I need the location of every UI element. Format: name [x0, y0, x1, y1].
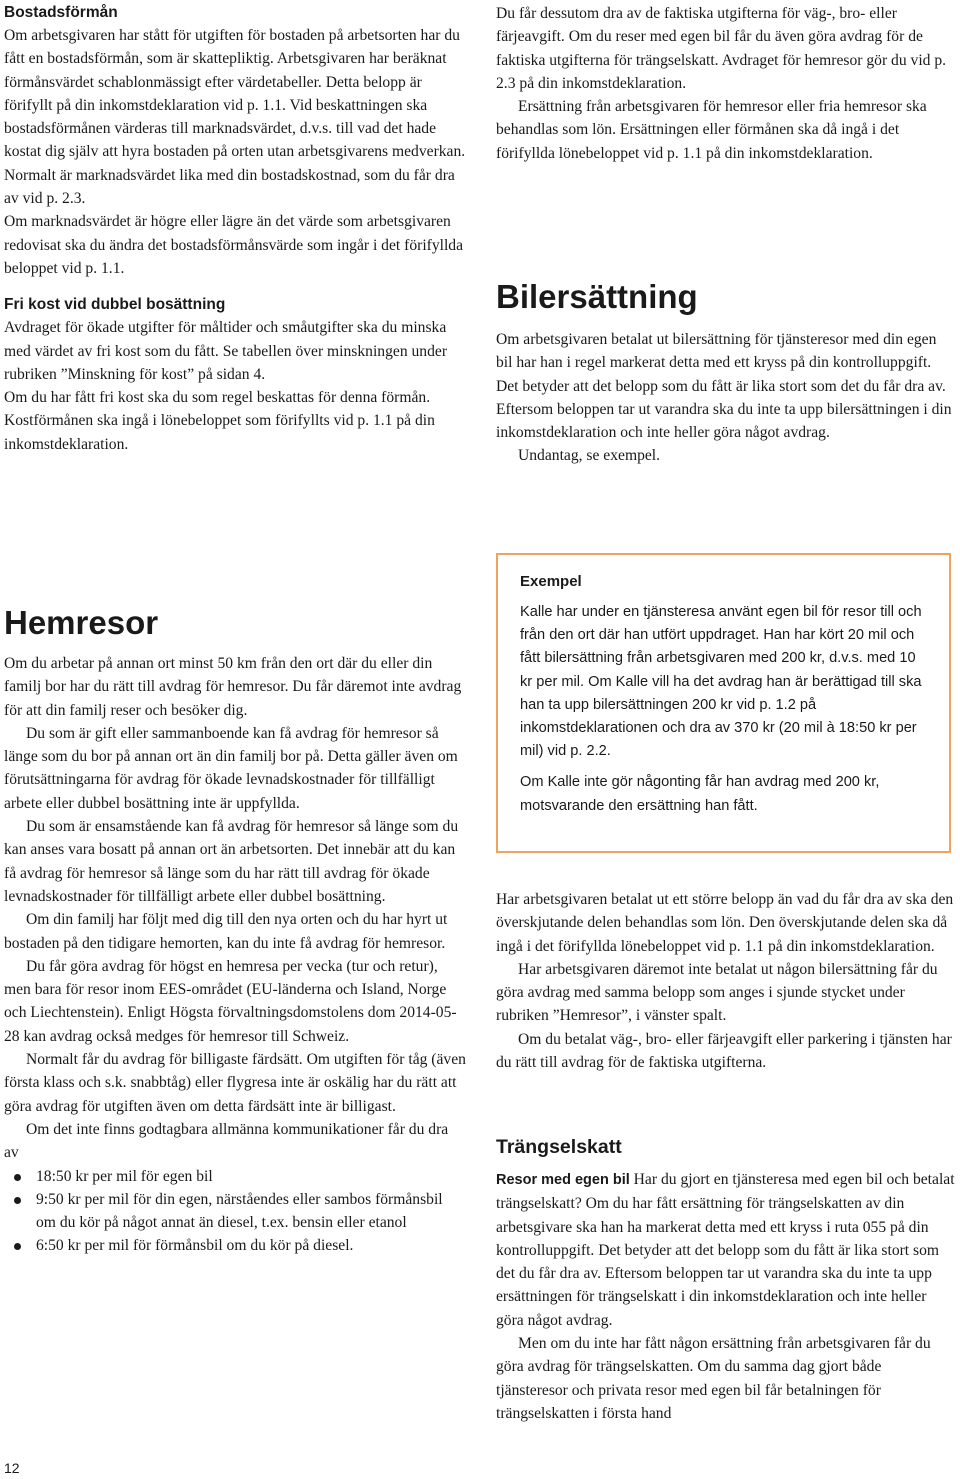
- heading-hemresor: Hemresor: [4, 604, 159, 641]
- example-paragraph: Om Kalle inte gör någonting får han avdrag med 200 kr, motsvarande den ersättning han fått.: [520, 774, 880, 814]
- paragraph: Om marknadsvärdet är högre eller lägre än det värde som arbetsgivaren redovisat ska du ändra det bostadsförmånsvärde som ingår i det förifyllda beloppet vid p. 1.1.: [4, 213, 464, 277]
- paragraph: [496, 1168, 956, 1332]
- list-item: 18:50 kr per mil för egen bil: [4, 1165, 466, 1188]
- list-item: 6:50 kr per mil för förmånsbil om du kör på diesel.: [4, 1234, 466, 1257]
- right-column-top: [496, 2, 956, 165]
- heading-bilersattning: Bilersättning: [496, 278, 698, 315]
- paragraph: Om du har fått fri kost ska du som regel beskattas för denna förmån. Kostförmånen ska ingå i lönebeloppet som förifyllts vid p. 1.1 på din inkomstdeklaration.: [4, 389, 435, 453]
- paragraph: Om du arbetar på annan ort minst 50 km från den ort där du eller din familj bor har du rätt till avdrag för hemresor. Du får däremot inte avdrag för att din familj reser och besöker dig.: [4, 655, 462, 719]
- heading-bostadsforman: Bostadsförmån: [4, 4, 118, 21]
- paragraph: Om du betalat väg-, bro- eller färjeavgift eller parkering i tjänsten har du rätt till avdrag för de faktiska utgifterna.: [496, 1030, 952, 1072]
- example-title: Exempel: [520, 573, 582, 590]
- runin-heading: Resor med egen bil: [496, 1172, 630, 1188]
- left-column-hemresor: [4, 604, 466, 1258]
- paragraph: Du får dessutom dra av de faktiska utgifterna för väg-, bro- eller färjeavgift. Om du reser med egen bil får du även göra avdrag för de faktiska utgifterna för trängselskatt. Avdraget för hemresor gör du vid p. 2.3 på din inkomstdeklaration.: [496, 5, 947, 92]
- paragraph: Ersättning från arbetsgivaren för hemresor eller fria hemresor ska behandlas som lön. Ersättningen eller förmånen ska då ingå i det förifyllda lönebeloppet vid p. 1.1 på din inkomstdeklaration.: [496, 98, 927, 162]
- right-column-bilersattning: [496, 278, 956, 468]
- right-column-trangselskatt: [496, 1134, 956, 1425]
- paragraph-text: Har du gjort en tjänsteresa med egen bil och betalat trängselskatt? Om du har fått ersättning för trängselskatten av din arbetsgivare ska han ha markerat detta med ett kryss i ruta 055 på din kontrolluppgift. Det betyder att det belopp som du fått är lika stort som det du får dra av. Eftersom beloppen tar ut varandra ska du inte ta upp ersättningen för trängselskatt i din inkomstdeklaration och inte heller göra något avdrag.: [496, 1171, 955, 1329]
- example-box: [496, 553, 951, 853]
- heading-fri-kost: Fri kost vid dubbel bosättning: [4, 296, 226, 314]
- paragraph: Om arbetsgivaren betalat ut bilersättning för tjänsteresor med din egen bil har han i regel markerat detta med ett kryss på din kontrolluppgift. Det betyder att det belopp som du fått är lika stort som det du får dra av. Eftersom beloppen tar ut varandra ska du inte ta upp bilersättningen i din inkomstdeklaration och inte heller göra något avdrag.: [496, 331, 952, 442]
- heading-trangselskatt: Trängselskatt: [496, 1136, 622, 1158]
- paragraph: Du får göra avdrag för högst en hemresa per vecka (tur och retur), men bara för resor inom EES-området (EU-länderna och Island, Norge och Liechtenstein). Enligt Högsta förvaltningsdomstolens dom 2014-05-28 kan avdrag också medges för hemresor till Schweiz.: [4, 957, 457, 1045]
- paragraph: Normalt får du avdrag för billigaste färdsätt. Om utgiften för tåg (även första klass och s.k. snabbtåg) eller flygresa inte är oskälig har du rätt att göra avdrag för utgiften även om detta färdsätt inte är billigast.: [4, 1051, 466, 1115]
- paragraph: Har arbetsgivaren däremot inte betalat ut någon bilersättning får du göra avdrag med samma belopp som anges i sjunde stycket under rubriken ”Hemresor”, i vänster spalt.: [496, 960, 938, 1025]
- paragraph: Du som är ensamstående kan få avdrag för hemresor så länge som du kan anses vara bosatt på annan ort än arbetsorten. Det innebär att du kan få avdrag för hemresor så länge som du har rätt till avdrag för ökade levnadskostnader för tillfälligt arbete eller dubbel bosättning.: [4, 818, 459, 905]
- bullet-list: [4, 1165, 466, 1258]
- paragraph: Om arbetsgivaren har stått för utgiften för bostaden på arbetsorten har du fått en bostadsförmån, som är skattepliktig. Arbetsgivaren har beräknat förmånsvärdet schablonmässigt efter värdetabeller. Detta belopp är förifyllt på din inkomstdeklaration vid p. 1.1. Vid beskattningen ska bostadsförmånen värderas till marknadsvärdet, d.v.s. till vad det hade kostat dig själv att hyra bostaden på orten utan arbetsgivarens medverkan. Normalt är marknadsvärdet lika med din bostadskostnad, som du får dra av vid p. 2.3.: [4, 27, 466, 208]
- example-paragraph: Kalle har under en tjänsteresa använt egen bil för resor till och från den ort där han utfört uppdraget. Han har kört 20 mil och fått bilersättning från arbetsgivaren med 200 kr, d.v.s. med 10 kr per mil. Om Kalle vill ha det avdrag han är berättigad till ska han ta upp bilersättningen 200 kr vid p. 1.2 på inkomstdeklarationen och dra av 370 kr (20 mil à 18:50 kr per mil) vid p. 2.2.: [520, 604, 922, 760]
- list-item: 9:50 kr per mil för din egen, närståendes eller sambos förmånsbil om du kör på något annat än diesel, t.ex. bensin eller etanol: [4, 1188, 466, 1235]
- right-column-mid: [496, 888, 956, 1074]
- page-number: 12: [4, 1460, 20, 1476]
- paragraph: Avdraget för ökade utgifter för måltider och småutgifter ska du minska med värdet av fri kost som du fått. Se tabellen över minskningen under rubriken ”Minskning för kost” på sidan 4.: [4, 319, 448, 383]
- paragraph: Har arbetsgivaren betalat ut ett större belopp än vad du får dra av ska den överskjutande delen behandlas som lön. Den överskjutande delen ska då ingå i det förifyllda lönebeloppet vid p. 1.1 på din inkomstdeklaration.: [496, 891, 954, 955]
- paragraph: Men om du inte har fått någon ersättning från arbetsgivaren får du göra avdrag för trängselskatten. Om du samma dag gjort både tjänsteresor och privata resor med egen bil får betalningen för trängselskatten i första hand: [496, 1335, 931, 1422]
- paragraph: Undantag, se exempel.: [518, 447, 661, 465]
- paragraph: Om din familj har följt med dig till den nya orten och du har hyrt ut bostaden på den tidigare hemorten, kan du inte få avdrag för hemresor.: [4, 911, 448, 952]
- left-column-top: [4, 2, 466, 456]
- paragraph: Om det inte finns godtagbara allmänna kommunikationer får du dra av: [4, 1120, 449, 1162]
- paragraph: Du som är gift eller sammanboende kan få avdrag för hemresor så länge som du bor på annan ort än din familj bor på. Detta gäller även om förutsättningarna för avdrag för ökade levnadskostnader för tillfälligt arbete eller dubbel bosättning inte är uppfyllda.: [4, 724, 458, 812]
